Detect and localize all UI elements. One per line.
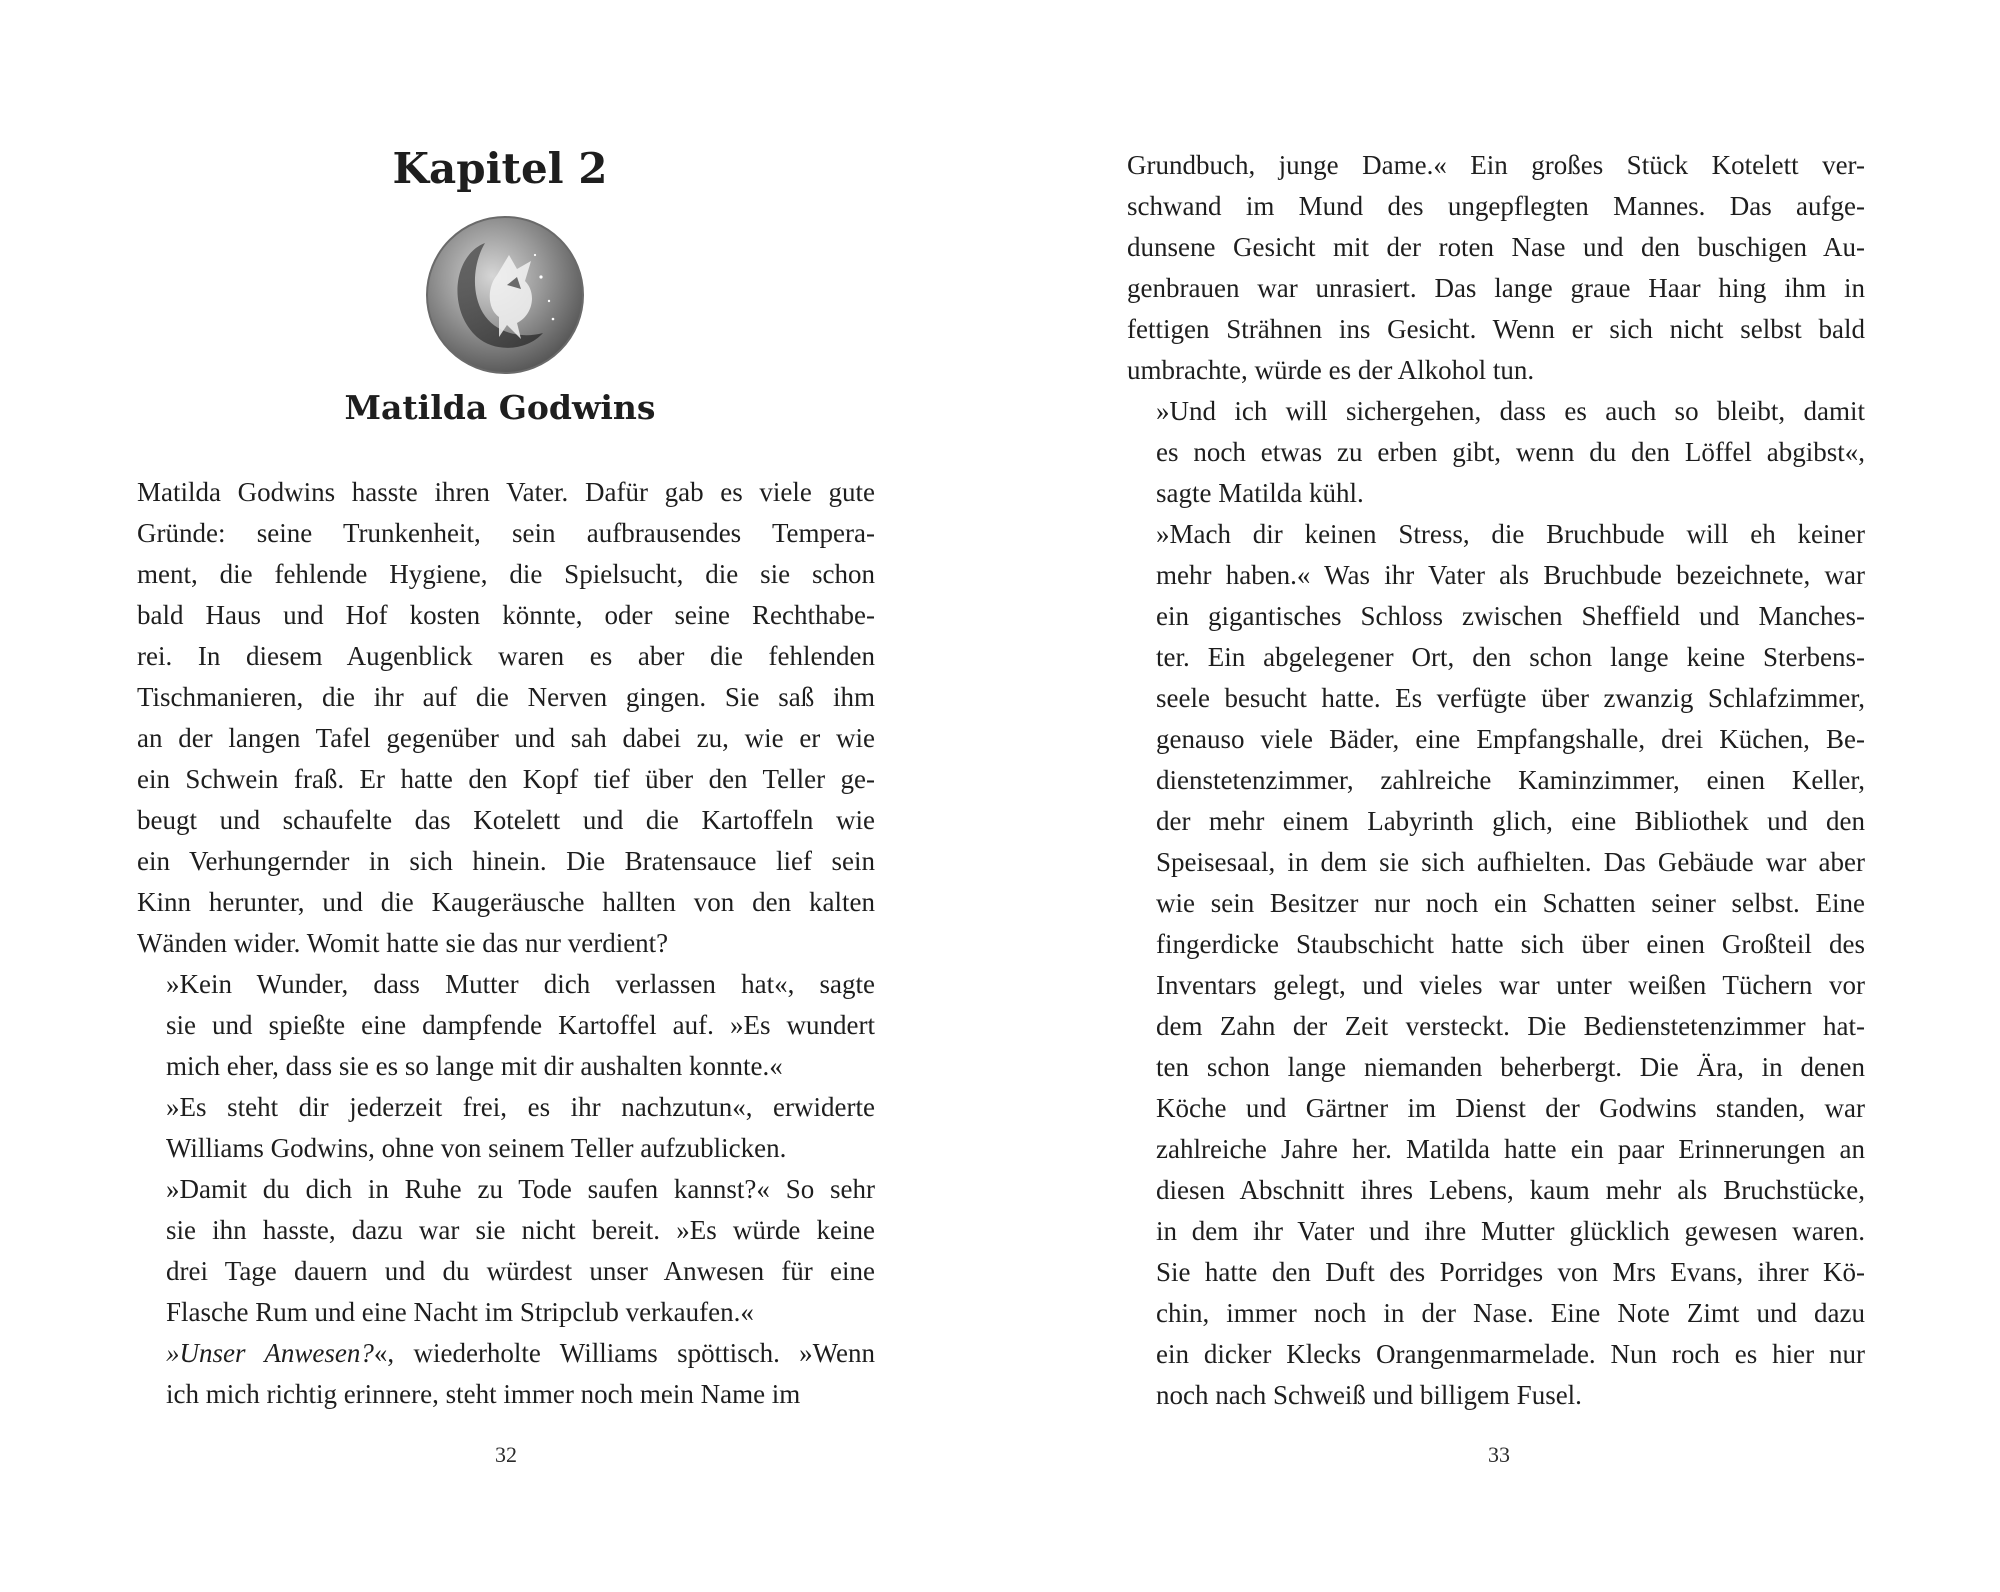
text-line: ein Schwein fraß. Er hatte den Kopf tief über den Teller ge-	[137, 764, 875, 794]
text-line: fingerdicke Staubschicht hatte sich über einen Großteil des	[1156, 929, 1865, 959]
paragraph	[1127, 391, 1865, 514]
text-line: in dem ihr Vater und ihre Mutter glücklich gewesen waren.	[1156, 1216, 1865, 1246]
text-line: Inventars gelegt, und vieles war unter weißen Tüchern vor	[1156, 970, 1865, 1000]
text-line: Williams Godwins, ohne von seinem Teller aufzublicken.	[166, 1133, 787, 1163]
chapter-title: Kapitel 2	[392, 144, 608, 193]
text-line: beugt und schaufelte das Kotelett und die Kartoffeln wie	[137, 805, 875, 835]
text-line: Tischmanieren, die ihr auf die Nerven gingen. Sie saß ihm	[137, 682, 875, 712]
text-line: dunsene Gesicht mit der roten Nase und den buschigen Au-	[1127, 232, 1865, 262]
text-line: sagte Matilda kühl.	[1156, 478, 1364, 508]
text-line: ein dicker Klecks Orangenmarmelade. Nun roch es hier nur	[1156, 1339, 1865, 1369]
text-line: »Und ich will sichergehen, dass es auch so bleibt, damit	[1156, 396, 1865, 426]
text-line: Gründe: seine Trunkenheit, sein aufbrausendes Tempera-	[137, 518, 875, 548]
paragraph	[1127, 145, 1865, 391]
text-line: mehr haben.« Was ihr Vater als Bruchbude bezeichnete, war	[1156, 560, 1865, 590]
text-line: drei Tage dauern und du würdest unser Anwesen für eine	[166, 1256, 875, 1286]
text-line: ein Verhungernder in sich hinein. Die Bratensauce lief sein	[137, 846, 875, 876]
right-page	[1000, 0, 2000, 1592]
text-line: genauso viele Bäder, eine Empfangshalle, drei Küchen, Be-	[1156, 724, 1865, 754]
text-line: Grundbuch, junge Dame.« Ein großes Stück Kotelett ver-	[1127, 150, 1865, 180]
text-line: »Kein Wunder, dass Mutter dich verlassen hat«, sagte	[166, 969, 875, 999]
paragraph	[137, 1169, 875, 1333]
text-line: Wänden wider. Womit hatte sie das nur verdient?	[137, 928, 669, 958]
left-page-body-text	[137, 472, 875, 1415]
paragraph	[137, 472, 875, 964]
paragraph	[137, 964, 875, 1087]
paragraph	[137, 1333, 875, 1415]
text-line: Sie hatte den Duft des Porridges von Mrs Evans, ihrer Kö-	[1156, 1257, 1865, 1287]
text-line: sie und spießte eine dampfende Kartoffel auf. »Es wundert	[166, 1010, 875, 1040]
text-line: der mehr einem Labyrinth glich, eine Bibliothek und den	[1156, 806, 1865, 836]
right-page-body-text	[1127, 145, 1865, 1416]
text-line: an der langen Tafel gegenüber und sah dabei zu, wie er wie	[137, 723, 875, 753]
text-line: Flasche Rum und eine Nacht im Stripclub verkaufen.«	[166, 1297, 754, 1327]
text-line: diesen Abschnitt ihres Lebens, kaum mehr als Bruchstücke,	[1156, 1175, 1865, 1205]
page-number-right: 33	[1488, 1442, 1510, 1467]
text-line: ter. Ein abgelegener Ort, den schon lange keine Sterbens-	[1156, 642, 1865, 672]
text-line: sie ihn hasste, dazu war sie nicht bereit. »Es würde keine	[166, 1215, 875, 1245]
text-line: »Unser Anwesen?«, wiederholte Williams spöttisch. »Wenn	[166, 1338, 875, 1368]
text-line: genbrauen war unrasiert. Das lange graue Haar hing ihm in	[1127, 273, 1865, 303]
text-line: noch nach Schweiß und billigem Fusel.	[1156, 1380, 1582, 1410]
text-line: chin, immer noch in der Nase. Eine Note Zimt und dazu	[1156, 1298, 1865, 1328]
paragraph	[137, 1087, 875, 1169]
text-line: Kinn herunter, und die Kaugeräusche hallten von den kalten	[137, 887, 875, 917]
text-line: schwand im Mund des ungepflegten Mannes. Das aufge-	[1127, 191, 1865, 221]
text-line: zahlreiche Jahre her. Matilda hatte ein paar Erinnerungen an	[1156, 1134, 1865, 1164]
text-line: ein gigantisches Schloss zwischen Sheffield und Manches-	[1156, 601, 1865, 631]
text-line: fettigen Strähnen ins Gesicht. Wenn er sich nicht selbst bald	[1127, 314, 1865, 344]
text-line: »Es steht dir jederzeit frei, es ihr nachzutun«, erwiderte	[166, 1092, 875, 1122]
text-line: ten schon lange niemanden beherbergt. Die Ära, in denen	[1156, 1052, 1865, 1082]
page-number-left: 32	[495, 1442, 517, 1467]
text-line: ich mich richtig erinnere, steht immer noch mein Name im	[166, 1379, 801, 1409]
text-line: es noch etwas zu erben gibt, wenn du den Löffel abgibst«,	[1156, 437, 1865, 467]
text-line: mich eher, dass sie es so lange mit dir aushalten konnte.«	[166, 1051, 783, 1081]
text-line: dienstetenzimmer, zahlreiche Kaminzimmer, einen Keller,	[1156, 765, 1865, 795]
text-line: bald Haus und Hof kosten könnte, oder seine Rechthabe-	[137, 600, 875, 630]
text-line: Matilda Godwins hasste ihren Vater. Dafür gab es viele gute	[137, 477, 875, 507]
text-line: rei. In diesem Augenblick waren es aber die fehlenden	[137, 641, 875, 671]
text-line: Speisesaal, in dem sie sich aufhielten. Das Gebäude war aber	[1156, 847, 1865, 877]
text-line: umbrachte, würde es der Alkohol tun.	[1127, 355, 1535, 385]
paragraph	[1127, 514, 1865, 1416]
text-line: »Mach dir keinen Stress, die Bruchbude will eh keiner	[1156, 519, 1865, 549]
text-line: wie sein Besitzer nur noch ein Schatten seiner selbst. Eine	[1156, 888, 1865, 918]
text-line: Köche und Gärtner im Dienst der Godwins standen, war	[1156, 1093, 1865, 1123]
text-line: dem Zahn der Zeit versteckt. Die Bedienstetenzimmer hat-	[1156, 1011, 1865, 1041]
text-line: seele besucht hatte. Es verfügte über zwanzig Schlafzimmer,	[1156, 683, 1865, 713]
chapter-subtitle: Matilda Godwins	[344, 388, 656, 427]
text-line: »Damit du dich in Ruhe zu Tode saufen kannst?« So sehr	[166, 1174, 875, 1204]
italic-phrase: »Unser Anwesen?	[166, 1338, 374, 1368]
text-line: ment, die fehlende Hygiene, die Spielsucht, die sie schon	[137, 559, 875, 589]
fox-medallion-icon	[425, 215, 585, 375]
